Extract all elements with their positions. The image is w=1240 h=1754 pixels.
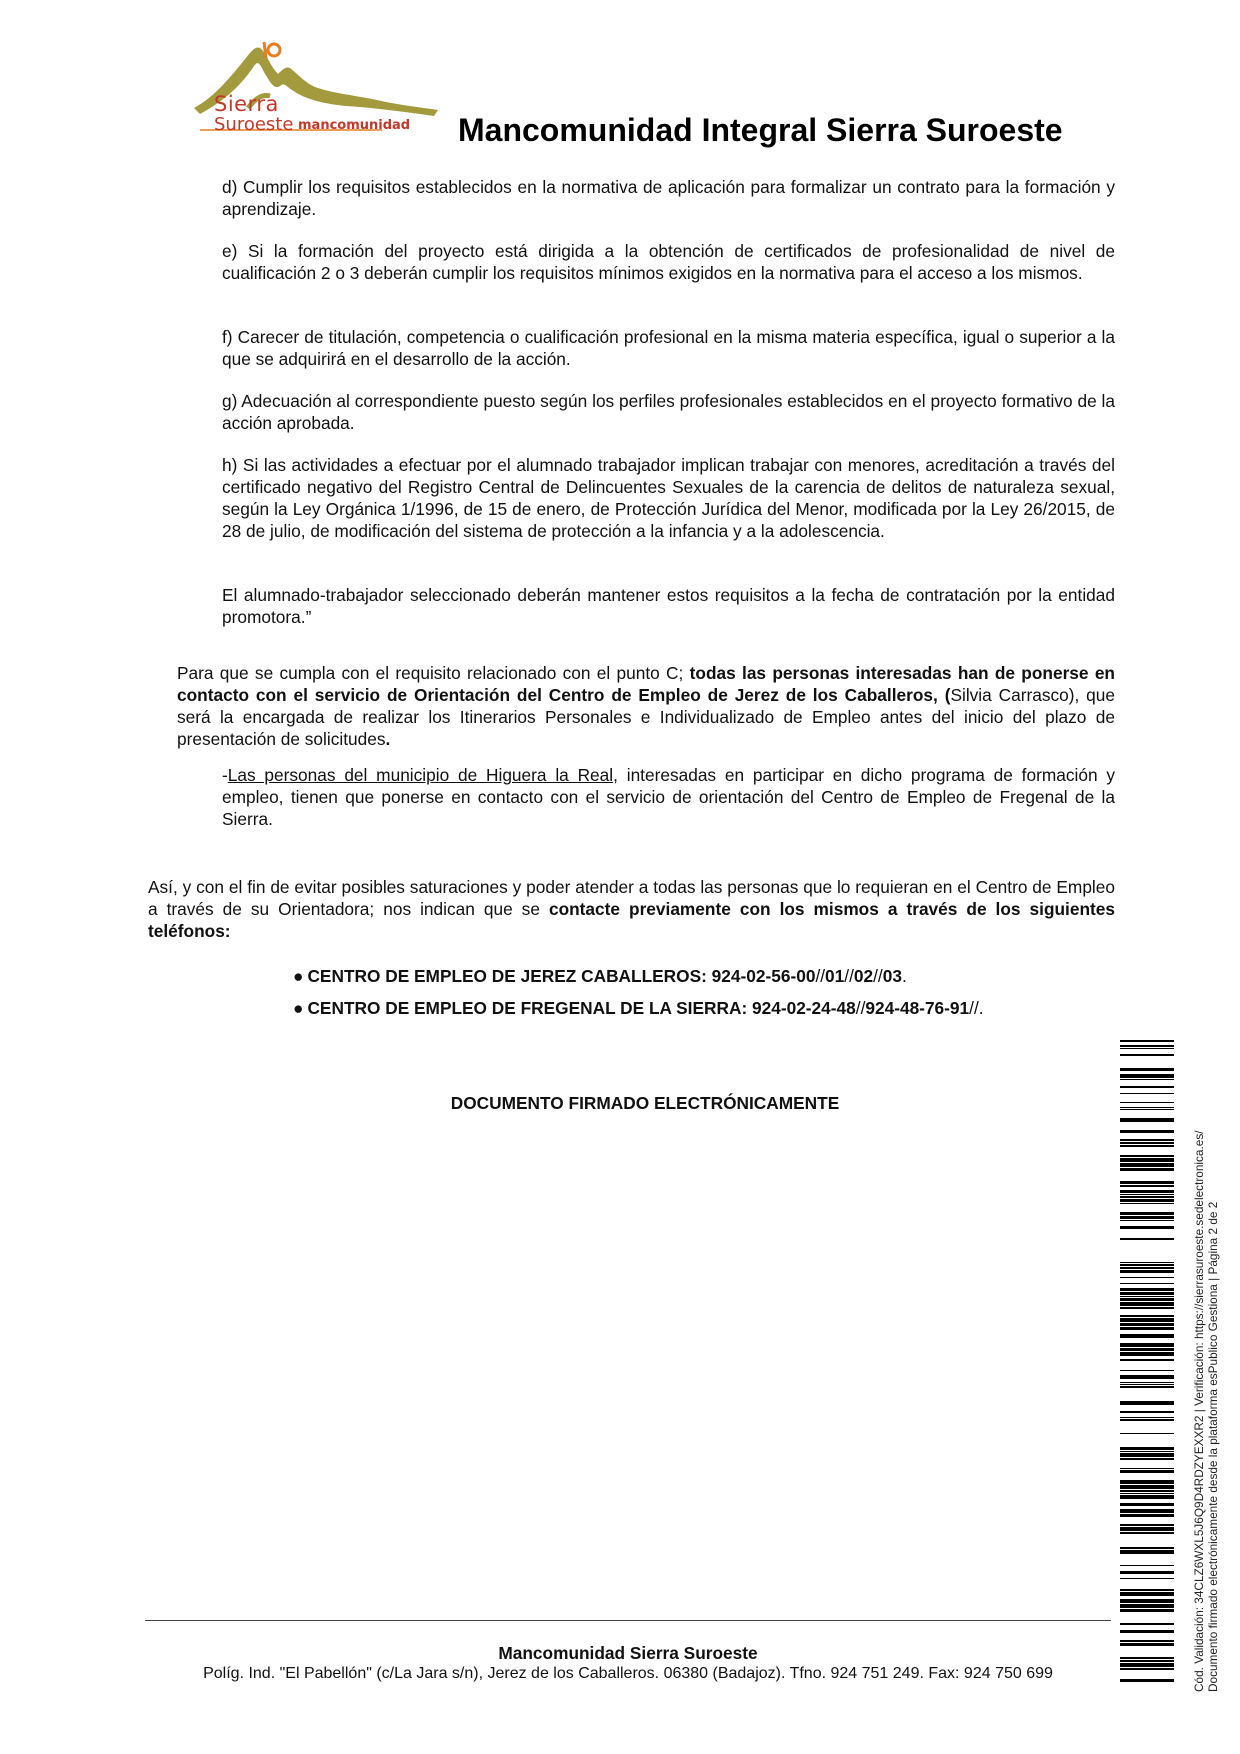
organization-title: Mancomunidad Integral Sierra Suroeste bbox=[458, 112, 1063, 148]
footer-organization: Mancomunidad Sierra Suroeste bbox=[498, 1643, 758, 1663]
phone-extension: 02 bbox=[853, 966, 874, 986]
higuera-underlined: Las personas del municipio de Higuera la Real bbox=[227, 765, 614, 785]
orientation-paragraph bbox=[177, 662, 1115, 750]
verification-line-1: Cód. Validación: 34CLZ6WXL5J6Q9D4RDZYEXXR2 | Verificación: https://sierrasuroeste.sedelectronica.es/ bbox=[1192, 1130, 1206, 1692]
contact-bold: contacte previamente con los mismos a través de los siguientes teléfonos: bbox=[148, 899, 1115, 941]
phone-label: CENTRO DE EMPLEO DE FREGENAL DE LA SIERRA: 924-02-24-48 bbox=[307, 998, 856, 1018]
bullet-icon: ● bbox=[293, 998, 304, 1018]
orientation-end: . bbox=[385, 729, 391, 749]
bullet-icon: ● bbox=[293, 966, 304, 986]
logo-text-sierra: Sierra bbox=[214, 92, 279, 116]
requirement-f: f) Carecer de titulación, competencia o cualificación profesional en la misma materia específica, igual o superior a la que se adquirirá en el desarrollo de la acción. bbox=[222, 327, 1115, 369]
organization-logo bbox=[186, 36, 446, 138]
phone-list bbox=[293, 960, 984, 1024]
verification-text bbox=[1192, 1131, 1220, 1693]
logo-text-suroeste: Suroeste bbox=[214, 114, 294, 135]
contact-paragraph bbox=[148, 876, 1115, 942]
orientation-intro: Para que se cumpla con el requisito relacionado con el punto C; bbox=[177, 663, 690, 683]
phone-item-fregenal bbox=[293, 992, 984, 1024]
phone-item-jerez bbox=[293, 960, 984, 992]
phone-extension: 924-48-76-91 bbox=[865, 998, 970, 1018]
phone-extension: 03 bbox=[882, 966, 902, 986]
phone-separator: // bbox=[844, 966, 854, 986]
logo-text-mancomunidad: mancomunidad bbox=[298, 118, 411, 133]
higuera-dash: - bbox=[222, 765, 228, 785]
phone-end: . bbox=[901, 966, 907, 986]
footer-divider bbox=[145, 1620, 1111, 1621]
requirement-h: h) Si las actividades a efectuar por el alumnado trabajador implican trabajar con menores, acreditación a través del certificado negativo del Registro Central de Delincuentes Sexuales de la carencia de delitos de naturaleza sexual, según la Ley Orgánica 1/1996, de 15 de enero, de Protección Jurídica del Menor, modificada por la Ley 26/2015, de 28 de julio, de modificación del sistema de protección a la infancia y a la adolescencia. bbox=[222, 455, 1115, 541]
orientation-bold: todas las personas interesadas han de ponerse en contacto con el servicio de Orientación del Centro de Empleo de Jerez de los Caballeros, ( bbox=[177, 663, 1115, 705]
footer-address: Políg. Ind. "El Pabellón" (c/La Jara s/n), Jerez de los Caballeros. 06380 (Badajoz). Tfno. 924 751 249. Fax: 924 750 699 bbox=[203, 1665, 1053, 1682]
requirements-closing: El alumnado-trabajador seleccionado deberán mantener estos requisitos a la fecha de contratación por la entidad promotora.” bbox=[222, 585, 1115, 627]
phone-separator: // bbox=[855, 998, 866, 1018]
requirement-d: d) Cumplir los requisitos establecidos en la normativa de aplicación para formalizar un contrato para la formación y aprendizaje. bbox=[222, 177, 1115, 219]
phone-extension: 01 bbox=[825, 966, 845, 986]
verification-line-2: Documento firmado electrónicamente desde la plataforma esPublico Gestiona | Página 2 de 2 bbox=[1206, 1201, 1220, 1692]
phone-separator: // bbox=[815, 966, 826, 986]
requirement-g: g) Adecuación al correspondiente puesto según los perfiles profesionales establecidos en el proyecto formativo de la acción aprobada. bbox=[222, 391, 1115, 433]
higuera-rest: , interesadas en participar en dicho programa de formación y empleo, tienen que ponerse en contacto con el servicio de orientación del Centro de Empleo de Fregenal de la Sierra. bbox=[222, 765, 1116, 829]
phone-label: CENTRO DE EMPLEO DE JEREZ CABALLEROS: 924-02-56-00 bbox=[307, 966, 816, 986]
requirement-e: e) Si la formación del proyecto está dirigida a la obtención de certificados de profesionalidad de nivel de cualificación 2 o 3 deberán cumplir los requisitos mínimos exigidos en la normativa para el acceso a los mismos. bbox=[222, 241, 1115, 283]
contact-intro: Así, y con el fin de evitar posibles saturaciones y poder atender a todas las personas que lo requieran en el Centro de Empleo a través de su Orientadora; nos indican que se bbox=[148, 877, 1115, 919]
orientation-contact: Silvia Carrasco), que será la encargada de realizar los Itinerarios Personales e Individualizado de Empleo antes del inicio del plazo de presentación de solicitudes bbox=[177, 685, 1115, 749]
barcode-icon bbox=[1120, 1040, 1174, 1682]
higuera-paragraph bbox=[222, 764, 1115, 830]
phone-separator: // bbox=[873, 966, 883, 986]
signed-notice: DOCUMENTO FIRMADO ELECTRÓNICAMENTE bbox=[450, 1093, 840, 1113]
phone-end: //. bbox=[969, 998, 984, 1018]
